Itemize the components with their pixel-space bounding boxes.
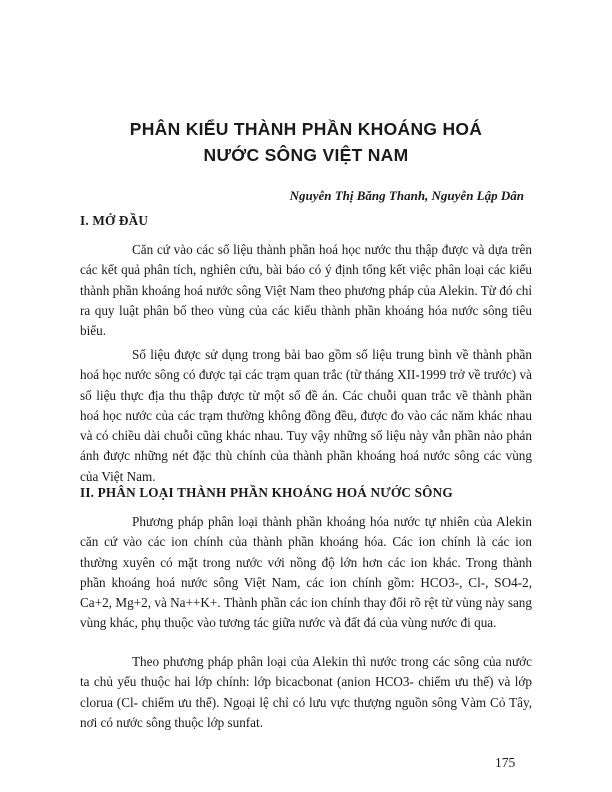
section-heading-classification: II. PHÂN LOẠI THÀNH PHẦN KHOÁNG HOÁ NƯỚC SÔNG <box>80 485 453 500</box>
authors: Nguyễn Thị Băng Thanh, Nguyễn Lập Dân <box>289 188 524 203</box>
paragraph: Số liệu được sử dụng trong bài bao gồm số liệu trung bình về thành phần hoá học nước sông có được tại các trạm quan trắc (từ tháng XII-1999 trở về trước) và số liệu thực địa thu thập được từ một số đề án. Các chuỗi quan trắc về thành phần hoá học nước của các trạm thường không đồng đều, được đo vào các năm khác nhau và có chiều dài chuỗi cũng khác nhau. Tuy vậy những số liệu này vẫn phần nào phản ánh được những nét đặc thù chính của thành phần khoáng hoá nước sông các vùng của Việt Nam. <box>80 347 532 484</box>
paragraph: Theo phương pháp phân loại của Alekin thì nước trong các sông của nước ta chủ yếu thuộc hai lớp chính: lớp bicacbonat (anion HCO3- chiếm ưu thế) và lớp clorua (Cl- chiếm ưu thế). Ngoại lệ chỉ có lưu vực thượng nguồn sông Vàm Cỏ Tây, nơi có nước sông thuộc lớp sunfat. <box>80 654 532 730</box>
paragraph: Phương pháp phân loại thành phần khoáng hóa nước tự nhiên của Alekin căn cứ vào các ion chính của thành phần khoáng hóa. Các ion chính là các ion thường xuyên có mặt trong nước với nồng độ lớn hơn các ion khác. Trong thành phần khoáng hoá nước sông Việt Nam, các ion chính gồm: HCO3-, Cl-, SO4-2, Ca+2, Mg+2, và Na++K+. Thành phần các ion chính thay đổi rõ rệt từ vùng này sang vùng khác, phụ thuộc vào tương tác giữa nước và đất đá của vùng nước đi qua. <box>80 514 532 631</box>
title-line-2: NƯỚC SÔNG VIỆT NAM <box>203 145 409 165</box>
section-heading-intro: I. MỞ ĐẦU <box>80 213 149 228</box>
page-number: 175 <box>495 755 516 770</box>
title-line-1: PHÂN KIỂU THÀNH PHẦN KHOÁNG HOÁ <box>129 119 483 139</box>
paragraph: Căn cứ vào các số liệu thành phần hoá học nước thu thập được và dựa trên các kết quả phân tích, nghiên cứu, bài báo có ý định tổng kết việc phân loại các kiểu thành phần khoáng hoá nước sông Việt Nam theo phương pháp của Alekin. Từ đó chỉ ra quy luật phân bố theo vùng của các kiểu thành phần khoáng hóa nước sông tiêu biểu. <box>80 242 532 339</box>
